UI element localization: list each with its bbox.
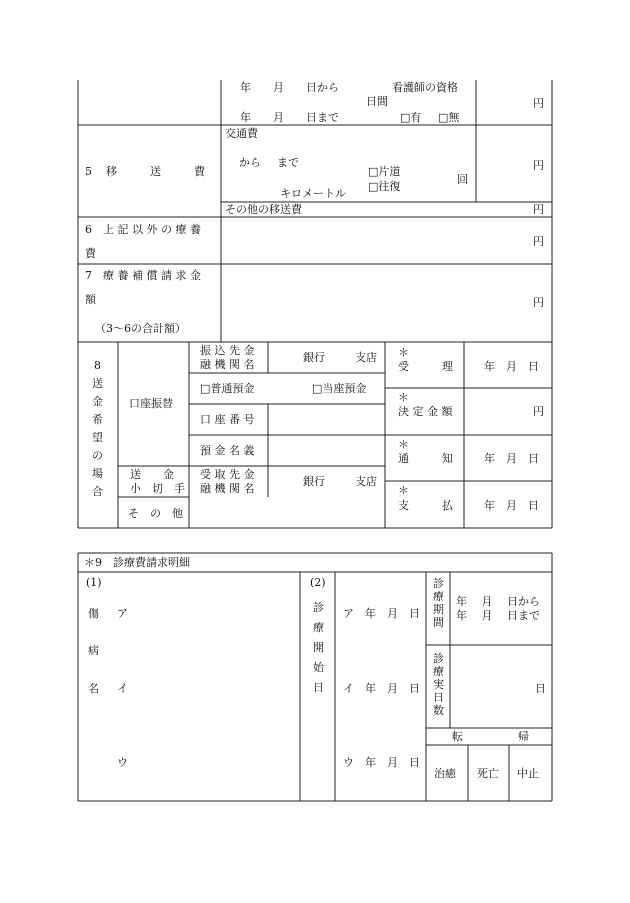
sec5-label-char: 費 xyxy=(194,165,205,178)
destination-bank-label: 振 込 先 金 xyxy=(200,344,255,357)
injury-a-label: ア xyxy=(117,607,128,620)
ordinary-deposit-checkbox[interactable]: □普通預金 xyxy=(200,382,255,395)
times-label: 回 xyxy=(457,173,468,186)
days-char: 日 xyxy=(433,691,444,704)
sec5-number: 5 xyxy=(85,165,92,178)
sec5-label-char: 移 xyxy=(106,165,117,178)
yen-unit: 円 xyxy=(533,203,544,216)
period-to: 年 月 日まで xyxy=(240,111,339,124)
roundtrip-checkbox[interactable]: □往復 xyxy=(368,180,401,193)
sec7-label-line1: 7 療 養 補 償 請 求 金 xyxy=(85,269,201,282)
period-char: 療 xyxy=(433,590,444,603)
yen-unit: 円 xyxy=(533,405,544,418)
days-char: 数 xyxy=(433,704,444,717)
days-char: 診 xyxy=(433,652,444,665)
nurse-qualification-label: 看護師の資格 xyxy=(392,81,458,94)
remittance-check-label: 小 切 手 xyxy=(130,482,185,495)
payment-date: 年 月 日 xyxy=(484,499,539,512)
received-label: 受 理 xyxy=(398,360,453,373)
received-date: 年 月 日 xyxy=(484,360,539,373)
bank-label: 銀行 xyxy=(303,351,325,364)
sec8-char: 合 xyxy=(92,485,103,498)
yen-unit: 円 xyxy=(533,159,544,172)
col1-label-char: 病 xyxy=(88,644,99,657)
yen-unit: 円 xyxy=(533,97,544,110)
sec8-char: 望 xyxy=(92,431,103,444)
yen-unit: 円 xyxy=(533,235,544,248)
current-deposit-checkbox[interactable]: □当座預金 xyxy=(312,382,367,395)
outcome-cured: 治癒 xyxy=(434,767,456,780)
col2-vertical-label xyxy=(313,602,324,693)
sec5-label-char: 送 xyxy=(150,165,161,178)
account-number-label: 口 座 番 号 xyxy=(200,413,255,426)
notice-date: 年 月 日 xyxy=(484,452,539,465)
treatment-days-label xyxy=(433,653,444,716)
other-transport-label: その他の移送費 xyxy=(225,203,302,216)
sec8-char: 送 xyxy=(92,377,103,390)
injury-u-label: ウ xyxy=(117,756,128,769)
payment-label: 支 払 xyxy=(398,499,453,512)
remittance-check-label: 送 金 xyxy=(130,468,174,481)
start-date-i: イ 年 月 日 xyxy=(343,682,420,695)
sec8-char: 希 xyxy=(92,413,103,426)
star-mark: ＊ xyxy=(398,484,409,497)
yen-unit: 円 xyxy=(533,296,544,309)
branch-label: 支店 xyxy=(355,351,377,364)
col2-char: 日 xyxy=(313,681,324,694)
treatment-period-label xyxy=(433,578,444,628)
receiving-bank-label: 受 取 先 金 xyxy=(200,468,255,481)
start-date-a: ア 年 月 日 xyxy=(343,607,420,620)
col2-char: 療 xyxy=(313,621,324,634)
star-mark: ＊ xyxy=(398,346,409,359)
account-transfer-label: 口座振替 xyxy=(129,397,173,410)
col1-number: (1) xyxy=(86,576,102,589)
other-label: そ の 他 xyxy=(128,507,183,520)
sec6-label-line1: 6 上 記 以 外 の 療 養 xyxy=(85,223,201,236)
period-from: 年 月 日から xyxy=(456,595,540,608)
sec8-char: の xyxy=(92,449,103,462)
start-date-u: ウ 年 月 日 xyxy=(343,756,420,769)
injury-i-label: イ xyxy=(117,682,128,695)
col1-label-char: 名 xyxy=(88,682,99,695)
col2-char: 開 xyxy=(313,641,324,654)
star-mark: ＊ xyxy=(398,391,409,404)
sec7-label-note: （3～6の合計額） xyxy=(95,322,186,335)
km-label: キロメートル xyxy=(280,187,346,200)
col1-label-char: 傷 xyxy=(88,607,99,620)
decided-amount-label: 決 定 金 額 xyxy=(398,405,453,418)
col2-number: (2) xyxy=(310,576,326,589)
period-to: 年 月 日まで xyxy=(456,609,540,622)
sec6-label-line2: 費 xyxy=(85,247,96,260)
from-label: から xyxy=(239,156,261,169)
has-checkbox[interactable]: □有 xyxy=(400,111,422,124)
sec8-char: 場 xyxy=(92,467,103,480)
outcome-discontinued: 中止 xyxy=(517,767,539,780)
sec9-title: ＊9 診療費請求明細 xyxy=(84,556,190,569)
oneway-checkbox[interactable]: □片道 xyxy=(368,165,401,178)
receiving-bank-label: 融 機 関 名 xyxy=(200,482,255,495)
outcome-label: 転 帰 xyxy=(452,730,529,743)
star-mark: ＊ xyxy=(398,438,409,451)
period-char: 期 xyxy=(433,603,444,616)
period-char: 間 xyxy=(433,616,444,629)
sec8-vertical-label xyxy=(92,360,103,497)
days-char: 療 xyxy=(433,665,444,678)
day-unit: 日 xyxy=(535,682,546,695)
outcome-death: 死亡 xyxy=(477,767,499,780)
days-char: 実 xyxy=(433,678,444,691)
transport-fee-label: 交通費 xyxy=(225,127,258,140)
sec8-char: 8 xyxy=(94,359,101,372)
none-checkbox[interactable]: □無 xyxy=(438,111,460,124)
to-label: まで xyxy=(277,156,299,169)
branch-label: 支店 xyxy=(355,475,377,488)
period-char: 診 xyxy=(433,577,444,590)
period-from: 年 月 日から xyxy=(240,81,339,94)
col2-char: 始 xyxy=(313,661,324,674)
sec7-label-line2: 額 xyxy=(85,293,96,306)
destination-bank-label: 融 機 関 名 xyxy=(200,358,255,371)
notice-label: 通 知 xyxy=(398,452,453,465)
col2-char: 診 xyxy=(313,601,324,614)
sec8-char: 金 xyxy=(92,395,103,408)
days-label: 日間 xyxy=(366,95,388,108)
bank-label: 銀行 xyxy=(303,475,325,488)
account-holder-label: 預 金 名 義 xyxy=(200,444,255,457)
